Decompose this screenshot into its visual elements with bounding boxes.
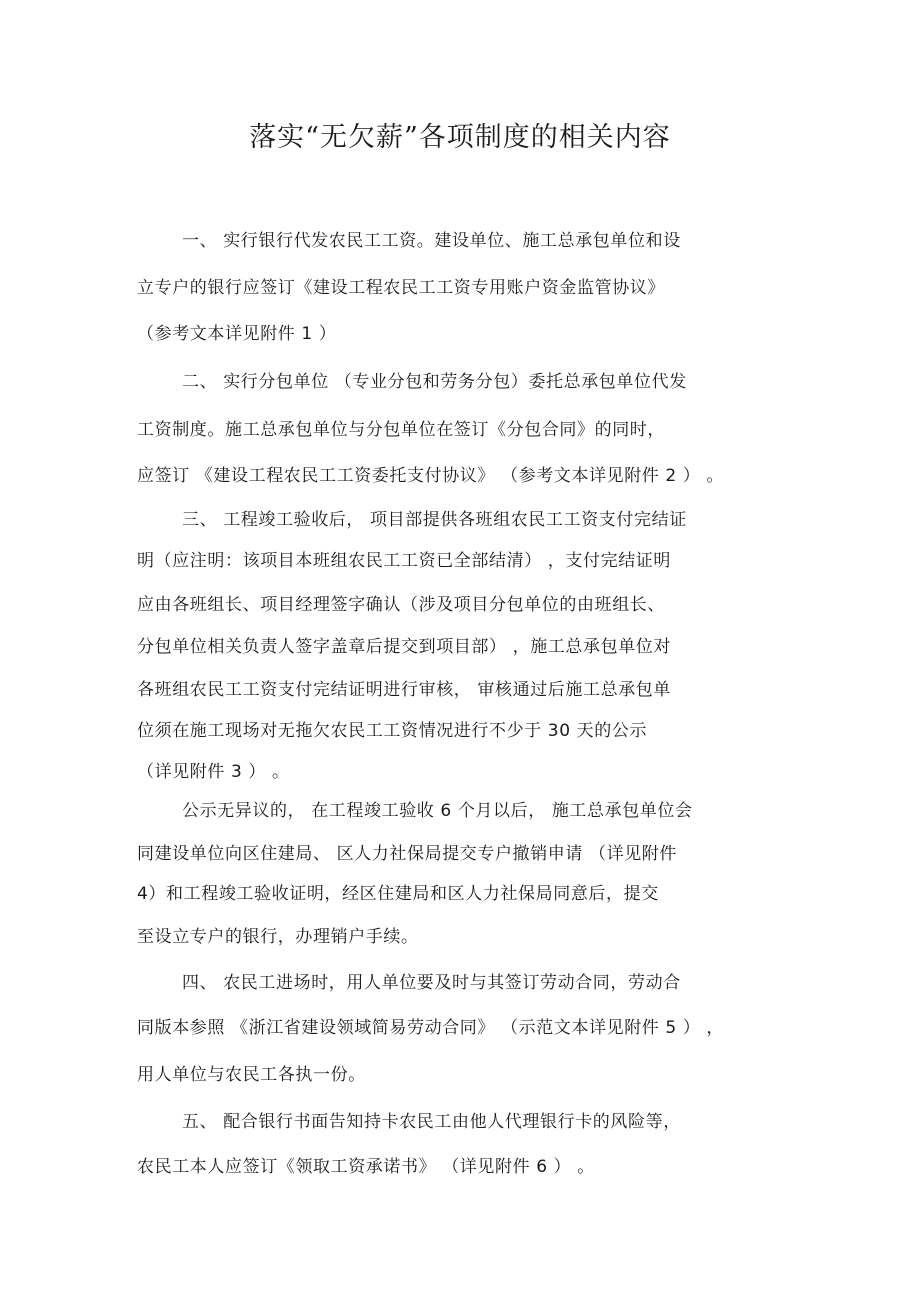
paragraph-line: 位须在施工现场对无拖欠农民工工资情况进行不少于 30 天的公示 (137, 721, 648, 741)
paragraph-line: 同建设单位向区住建局、 区人力社保局提交专户撤销申请 （详见附件 (137, 844, 678, 864)
paragraph-line: 公示无异议的， 在工程竣工验收 6 个月以后， 施工总承包单位会 (182, 801, 693, 821)
paragraph-line: 分包单位相关负责人签字盖章后提交到项目部） ，施工总承包单位对 (137, 637, 672, 657)
paragraph-line: 各班组农民工工资支付完结证明进行审核， 审核通过后施工总承包单 (137, 680, 672, 700)
paragraph-line: 用人单位与农民工各执一份。 (137, 1065, 366, 1085)
paragraph-line: 农民工本人应签订《领取工资承诺书》 （详见附件 6 ） 。 (137, 1157, 595, 1177)
paragraph-line: （参考文本详见附件 1 ） (137, 324, 337, 344)
paragraph-line: 明（应注明：该项目本班组农民工工资已全部结清） ，支付完结证明 (137, 551, 672, 571)
paragraph-line: 一、 实行银行代发农民工工资。建设单位、施工总承包单位和设 (182, 231, 681, 251)
paragraph-line: 四、 农民工进场时，用人单位要及时与其签订劳动合同，劳动合 (182, 973, 681, 993)
paragraph-line: 至设立专户的银行，办理销户手续。 (137, 927, 419, 947)
paragraph-line: 二、 实行分包单位 （专业分包和劳务分包）委托总承包单位代发 (182, 372, 687, 392)
paragraph-line: 五、 配合银行书面告知持卡农民工由他人代理银行卡的风险等， (182, 1112, 681, 1132)
paragraph-line: 立专户的银行应签订《建设工程农民工工资专用账户资金监管协议》 (137, 278, 665, 298)
paragraph-line: （详见附件 3 ） 。 (137, 762, 290, 782)
paragraph-line: 应签订 《建设工程农民工工资委托支付协议》 （参考文本详见附件 2 ） 。 (137, 466, 725, 486)
paragraph-line: 应由各班组长、项目经理签字确认（涉及项目分包单位的由班组长、 (137, 595, 665, 615)
paragraph-line: 4）和工程竣工验收证明，经区住建局和区人力社保局同意后，提交 (137, 884, 659, 904)
paragraph-line: 同版本参照 《浙江省建设领域简易劳动合同》 （示范文本详见附件 5 ） ， (137, 1018, 725, 1038)
paragraph-line: 三、 工程竣工验收后， 项目部提供各班组农民工工资支付完结证 (182, 510, 687, 530)
document-title: 落实“无欠薪”各项制度的相关内容 (249, 122, 671, 153)
paragraph-line: 工资制度。施工总承包单位与分包单位在签订《分包合同》的同时， (137, 420, 665, 440)
